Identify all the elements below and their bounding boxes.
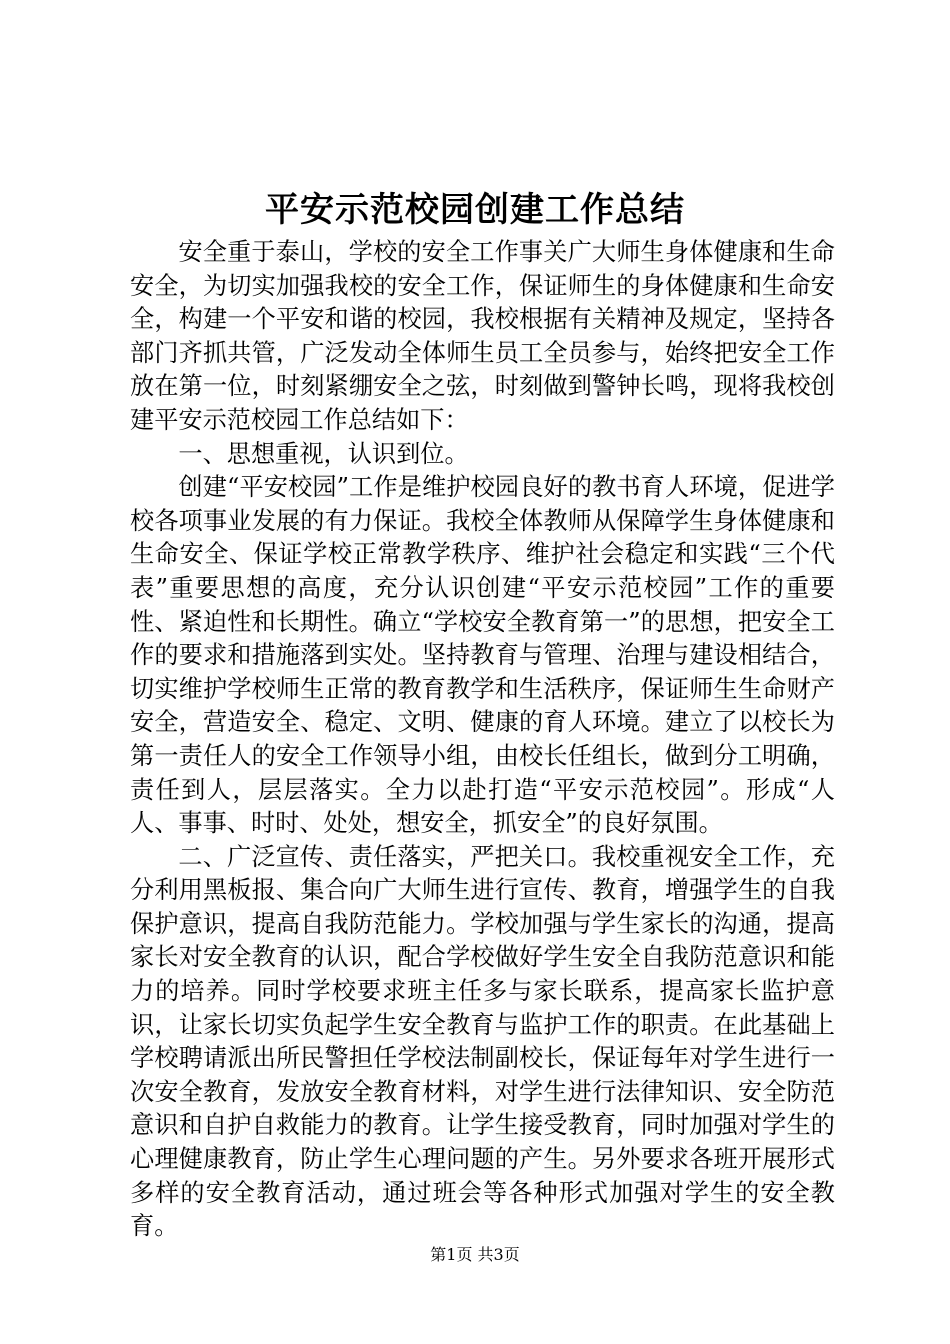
heading-section-1: 一、思想重视，认识到位。: [178, 439, 469, 468]
document-body: [130, 236, 835, 1244]
page-footer: [0, 1244, 950, 1266]
paragraph-section-1: 创建“平安校园”工作是维护校园良好的教书育人环境，促进学校各项事业发展的有力保证。我校全体教师从保障学生身体健康和生命安全、保证学校正常教学秩序、维护社会稳定和实践“三个代表”重要思想的高度，充分认识创建“平安示范校园”工作的重要性、紧迫性和长期性。确立“学校安全教育第一”的思想，把安全工作的要求和措施落到实处。坚持教育与管理、治理与建设相结合，切实维护学校师生正常的教育教学和生活秩序，保证师生生命财产安全，营造安全、稳定、文明、健康的育人环境。建立了以校长为第一责任人的安全工作领导小组，由校长任组长，做到分工明确，责任到人，层层落实。全力以赴打造“平安示范校园”。形成“人人、事事、时时、处处，想安全，抓安全”的良好氛围。: [130, 473, 835, 838]
paragraph-section-2: 二、广泛宣传、责任落实，严把关口。我校重视安全工作，充分利用黑板报、集合向广大师生进行宣传、教育，增强学生的自我保护意识，提高自我防范能力。学校加强与学生家长的沟通，提高家长对安全教育的认识，配合学校做好学生安全自我防范意识和能力的培养。同时学校要求班主任多与家长联系，提高家长监护意识，让家长切实负起学生安全教育与监护工作的职责。在此基础上学校聘请派出所民警担任学校法制副校长，保证每年对学生进行一次安全教育，发放安全教育材料，对学生进行法律知识、安全防范意识和自护自救能力的教育。让学生接受教育，同时加强对学生的心理健康教育，防止学生心理问题的产生。另外要求各班开展形式多样的安全教育活动，通过班会等各种形式加强对学生的安全教育。: [130, 842, 835, 1241]
paragraph-intro: 安全重于泰山，学校的安全工作事关广大师生身体健康和生命安全，为切实加强我校的安全工作，保证师生的身体健康和生命安全，构建一个平安和谐的校园，我校根据有关精神及规定，坚持各部门齐抓共管，广泛发动全体师生员工全员参与，始终把安全工作放在第一位，时刻紧绷安全之弦，时刻做到警钟长鸣，现将我校创建平安示范校园工作总结如下：: [130, 238, 835, 434]
document-title: 平安示范校园创建工作总结: [265, 190, 685, 230]
page-number: 第1页 共3页: [430, 1245, 520, 1264]
